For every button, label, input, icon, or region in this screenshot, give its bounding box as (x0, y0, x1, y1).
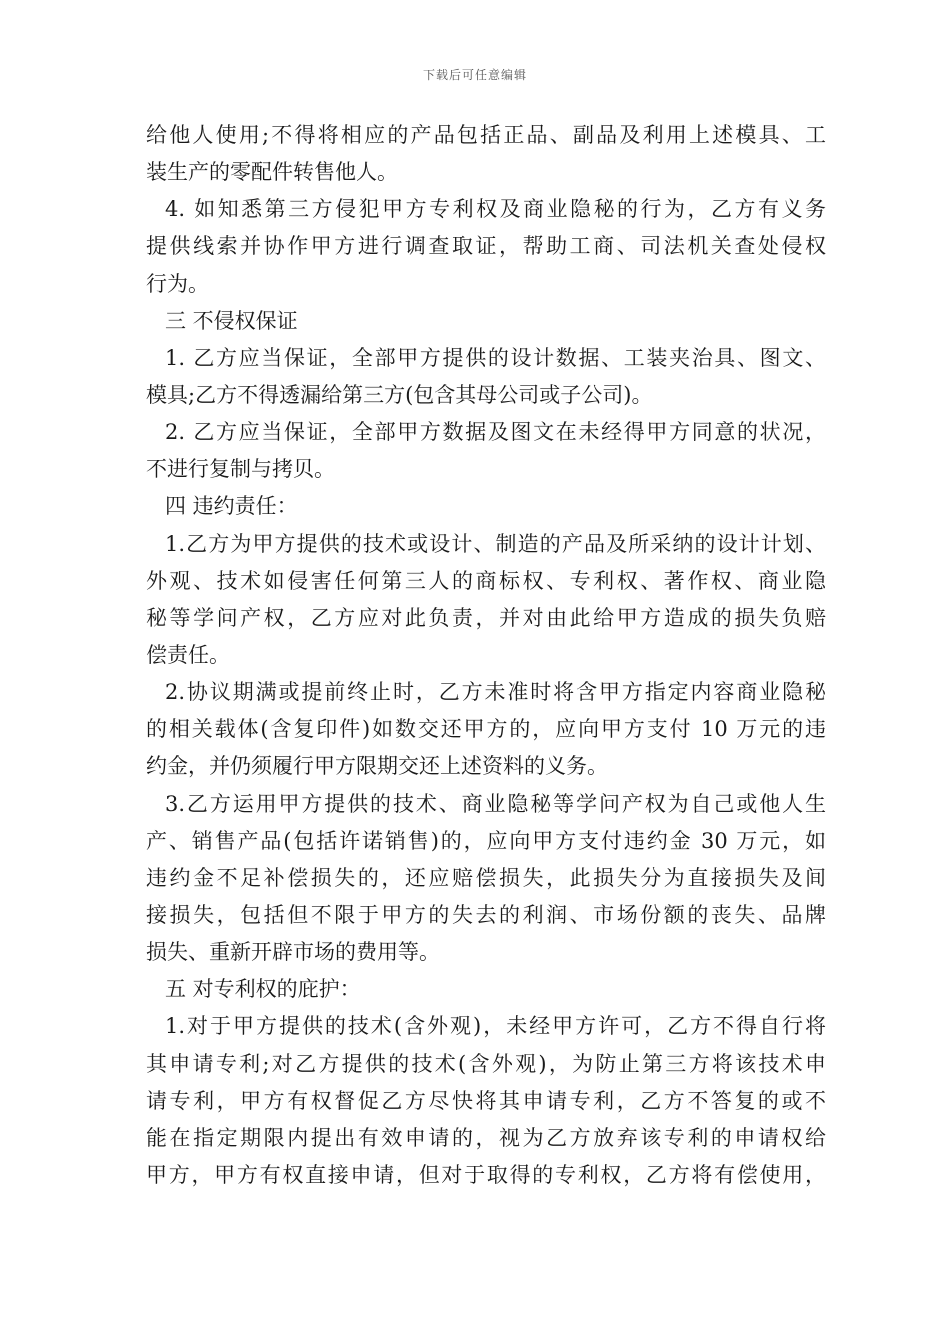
text-line: 请专利，甲方有权督促乙方尽快将其申请专利，乙方不答复的或不 (146, 1088, 826, 1113)
text-line: 其申请专利;对乙方提供的技术(含外观)，为防止第三方将该技术申 (146, 1051, 826, 1076)
text-line: 四 违约责任： (165, 494, 298, 519)
text-line: 的相关载体(含复印件)如数交还甲方的，应向甲方支付 10 万元的违 (146, 717, 826, 742)
text-line: 3.乙方运用甲方提供的技术、商业隐秘等学问产权为自己或他人生 (165, 791, 826, 816)
text-line: 装生产的零配件转售他人。 (146, 160, 398, 185)
text-line: 2.协议期满或提前终止时，乙方未准时将含甲方指定内容商业隐秘 (165, 680, 826, 705)
text-line: 2. 乙方应当保证，全部甲方数据及图文在未经得甲方同意的状况， (165, 420, 826, 445)
text-line: 五 对专利权的庇护： (165, 977, 361, 1002)
text-line: 1.对于甲方提供的技术(含外观)，未经甲方许可，乙方不得自行将 (165, 1014, 826, 1039)
text-line: 外观、技术如侵害任何第三人的商标权、专利权、著作权、商业隐 (146, 568, 826, 593)
text-line: 三 不侵权保证 (165, 308, 298, 333)
text-line: 能在指定期限内提出有效申请的，视为乙方放弃该专利的申请权给 (146, 1125, 826, 1150)
text-line: 约金，并仍须履行甲方限期交还上述资料的义务。 (146, 754, 608, 779)
text-line: 违约金不足补偿损失的，还应赔偿损失，此损失分为直接损失及间 (146, 865, 826, 890)
text-line: 损失、重新开辟市场的费用等。 (146, 940, 440, 965)
text-line: 模具;乙方不得透漏给第三方(包含其母公司或子公司)。 (146, 382, 653, 407)
text-line: 1.乙方为甲方提供的技术或设计、制造的产品及所采纳的设计计划、 (165, 531, 826, 556)
page-header: 下载后可任意编辑 (422, 68, 527, 82)
text-line: 给他人使用;不得将相应的产品包括正品、副品及利用上述模具、工 (146, 123, 826, 147)
text-line: 接损失，包括但不限于甲方的失去的利润、市场份额的丧失、品牌 (146, 902, 826, 927)
text-line: 不进行复制与拷贝。 (146, 457, 335, 482)
text-line: 产、销售产品(包括许诺销售)的，应向甲方支付违约金 30 万元，如 (146, 828, 826, 853)
text-line: 提供线索并协作甲方进行调查取证，帮助工商、司法机关查处侵权 (146, 234, 826, 259)
text-line: 行为。 (146, 271, 209, 296)
text-line: 4. 如知悉第三方侵犯甲方专利权及商业隐秘的行为，乙方有义务 (165, 197, 826, 222)
text-line: 秘等学问产权，乙方应对此负责，并对由此给甲方造成的损失负赔 (146, 605, 826, 630)
text-line: 偿责任。 (146, 642, 230, 667)
text-line: 甲方，甲方有权直接申请，但对于取得的专利权，乙方将有偿使用， (146, 1162, 826, 1187)
document-body (146, 117, 826, 1194)
text-line: 1. 乙方应当保证，全部甲方提供的设计数据、工装夹治具、图文、 (165, 345, 826, 370)
